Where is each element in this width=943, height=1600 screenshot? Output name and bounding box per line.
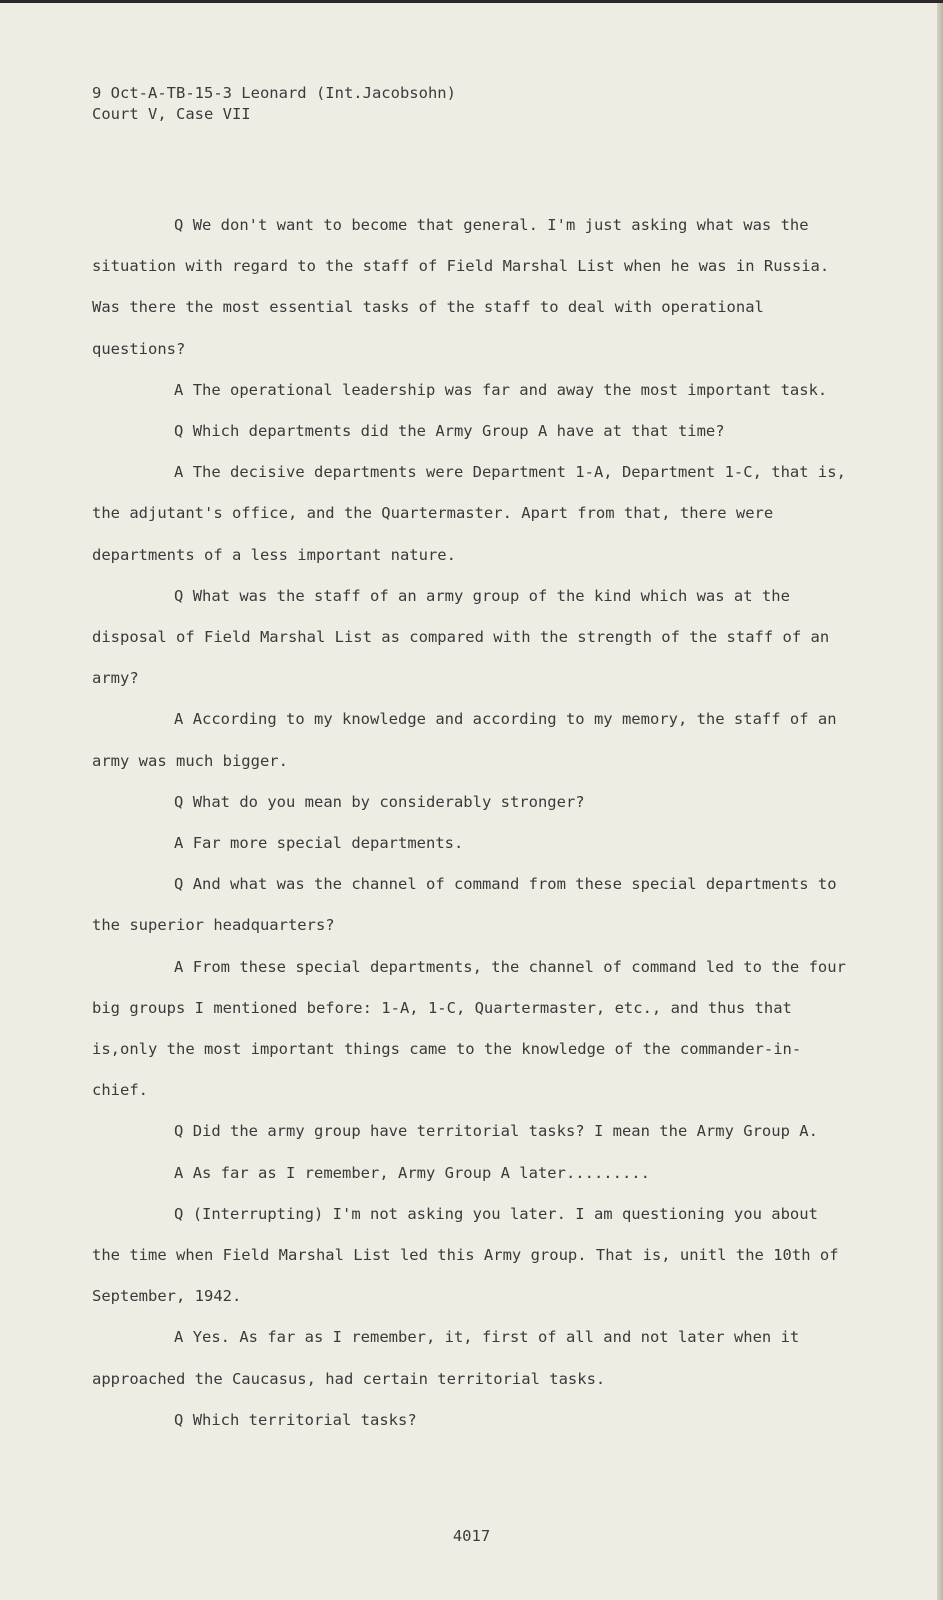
transcript-paragraph — [92, 782, 852, 823]
paragraph-text: Yes. As far as I remember, it, first of all and not later when it approached the Caucasus, had certain territorial tasks. — [92, 1328, 800, 1388]
speaker-mark: Q — [174, 586, 184, 605]
transcript-paragraph — [92, 823, 852, 864]
paragraph-text: What was the staff of an army group of the kind which was at the disposal of Field Marshal List as compared with the strength of the staff of an army? — [92, 586, 830, 688]
speaker-mark: A — [174, 1328, 184, 1347]
transcript-paragraph — [92, 370, 852, 411]
transcript-paragraph — [92, 1317, 852, 1399]
paragraph-text: And what was the channel of command from these special departments to the superior headquarters? — [92, 875, 837, 935]
header-court: Court V, Case VII — [92, 105, 251, 123]
page-edge — [937, 3, 943, 1600]
paragraph-text: Which departments did the Army Group A have at that time? — [192, 422, 725, 441]
transcript-paragraph — [92, 1400, 852, 1441]
transcript-paragraph — [92, 576, 852, 700]
speaker-mark: A — [174, 957, 184, 976]
transcript-paragraph — [92, 864, 852, 946]
paragraph-text: As far as I remember, Army Group A later......... — [192, 1163, 650, 1182]
document-header — [92, 83, 456, 125]
transcript-paragraph — [92, 1153, 852, 1194]
paragraph-text: Far more special departments. — [192, 834, 464, 853]
paragraph-text: What do you mean by considerably stronger? — [192, 792, 585, 811]
transcript-paragraph — [92, 411, 852, 452]
paragraph-text: Did the army group have territorial tasks? I mean the Army Group A. — [192, 1122, 818, 1141]
paragraph-text: From these special departments, the channel of command led to the four big groups I mentioned before: 1-A, 1-C, Quartermaster, etc., and thus that is,only the most important things came to the knowledge of the commander-in-chief. — [92, 957, 846, 1100]
speaker-mark: A — [174, 710, 184, 729]
speaker-mark: Q — [174, 216, 184, 234]
transcript-paragraph — [92, 452, 852, 576]
speaker-mark: Q — [174, 1122, 184, 1141]
paragraph-text: According to my knowledge and according to my memory, the staff of an army was much bigger. — [92, 710, 837, 770]
speaker-mark: A — [174, 834, 184, 853]
header-reference: 9 Oct-A-TB-15-3 Leonard (Int.Jacobsohn) — [92, 84, 456, 102]
speaker-mark: Q — [174, 1204, 184, 1223]
paragraph-text: (Interrupting) I'm not asking you later. I am questioning you about the time when Field Marshal List led this Army group. That is, unitl the 10th of September, 1942. — [92, 1204, 839, 1306]
transcript-paragraph — [92, 699, 852, 781]
paragraph-text: Which territorial tasks? — [192, 1410, 417, 1429]
speaker-mark: Q — [174, 1410, 184, 1429]
transcript-paragraph — [92, 205, 852, 370]
speaker-mark: Q — [174, 422, 184, 441]
transcript-paragraph — [92, 1194, 852, 1318]
paragraph-text: The operational leadership was far and away the most important task. — [192, 380, 828, 399]
speaker-mark: A — [174, 1163, 184, 1182]
speaker-mark: A — [174, 380, 184, 399]
transcript-body — [92, 205, 852, 1441]
page-number: 4017 — [452, 1527, 491, 1545]
speaker-mark: Q — [174, 875, 184, 894]
transcript-paragraph — [92, 1111, 852, 1152]
speaker-mark: Q — [174, 792, 184, 811]
speaker-mark: A — [174, 463, 184, 482]
paragraph-text: The decisive departments were Department 1-A, Department 1-C, that is, the adjutant's office, and the Quartermaster. Apart from that, there were departments of a less important nature. — [92, 463, 846, 564]
paragraph-text: We don't want to become that general. I'm just asking what was the situation with regard to the staff of Field Marshal List when he was in Russia. Was there the most essential tasks of the staff to deal with operational questions? — [92, 216, 830, 358]
transcript-paragraph — [92, 947, 852, 1112]
